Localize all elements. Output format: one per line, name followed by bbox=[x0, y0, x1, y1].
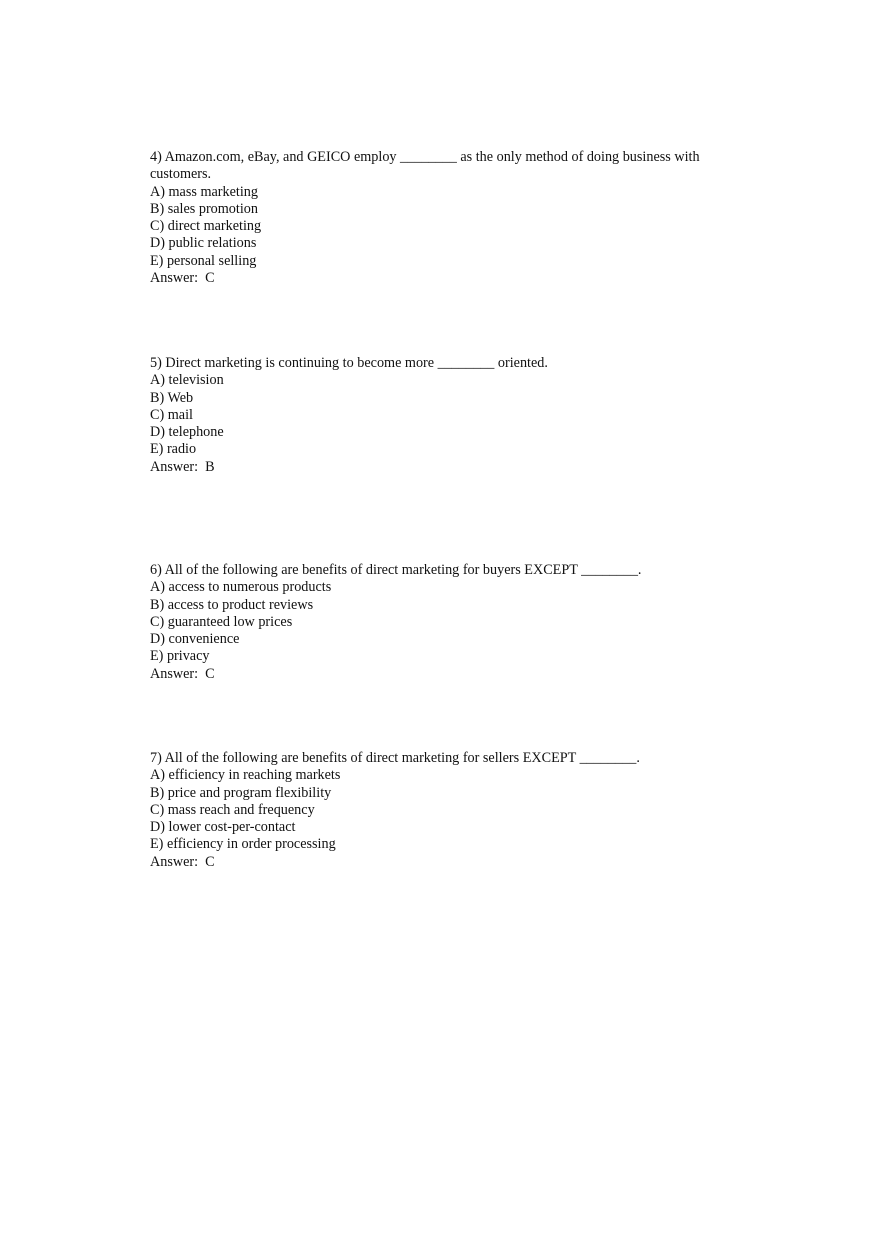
question-7 bbox=[150, 750, 750, 871]
answer-option-e: E) radio bbox=[150, 441, 197, 458]
answer-option-e: E) efficiency in order processing bbox=[150, 836, 336, 853]
question-stem: customers. bbox=[150, 166, 212, 183]
question-stem: 4) Amazon.com, eBay, and GEICO employ ________ as the only method of doing business with bbox=[150, 149, 700, 165]
answer-key: Answer: C bbox=[150, 270, 215, 287]
answer-option-c: C) mail bbox=[150, 406, 193, 423]
question-stem: 5) Direct marketing is continuing to become more ________ oriented. bbox=[150, 355, 548, 371]
answer-key: Answer: B bbox=[150, 458, 215, 475]
answer-option-b: B) price and program flexibility bbox=[150, 784, 332, 801]
answer-option-c: C) guaranteed low prices bbox=[150, 613, 293, 630]
question-stem: 7) All of the following are benefits of direct marketing for sellers EXCEPT ________. bbox=[150, 750, 640, 766]
answer-option-a: A) mass marketing bbox=[150, 183, 258, 200]
question-5 bbox=[150, 355, 750, 476]
answer-key: Answer: C bbox=[150, 665, 215, 682]
answer-option-d: D) lower cost-per-contact bbox=[150, 819, 296, 836]
answer-option-b: B) sales promotion bbox=[150, 200, 258, 217]
answer-option-d: D) public relations bbox=[150, 235, 257, 252]
answer-option-e: E) personal selling bbox=[150, 252, 257, 269]
answer-option-a: A) access to numerous products bbox=[150, 579, 332, 596]
answer-option-a: A) television bbox=[150, 372, 224, 389]
answer-option-b: B) access to product reviews bbox=[150, 596, 314, 613]
answer-option-c: C) direct marketing bbox=[150, 218, 262, 235]
answer-option-a: A) efficiency in reaching markets bbox=[150, 767, 341, 784]
question-4 bbox=[150, 149, 750, 287]
question-6 bbox=[150, 562, 750, 683]
question-stem: 6) All of the following are benefits of direct marketing for buyers EXCEPT ________. bbox=[150, 562, 642, 578]
answer-option-c: C) mass reach and frequency bbox=[150, 801, 315, 818]
answer-option-d: D) telephone bbox=[150, 424, 224, 441]
answer-option-d: D) convenience bbox=[150, 631, 240, 648]
answer-option-b: B) Web bbox=[150, 389, 194, 406]
answer-key: Answer: C bbox=[150, 853, 215, 870]
answer-option-e: E) privacy bbox=[150, 648, 210, 665]
